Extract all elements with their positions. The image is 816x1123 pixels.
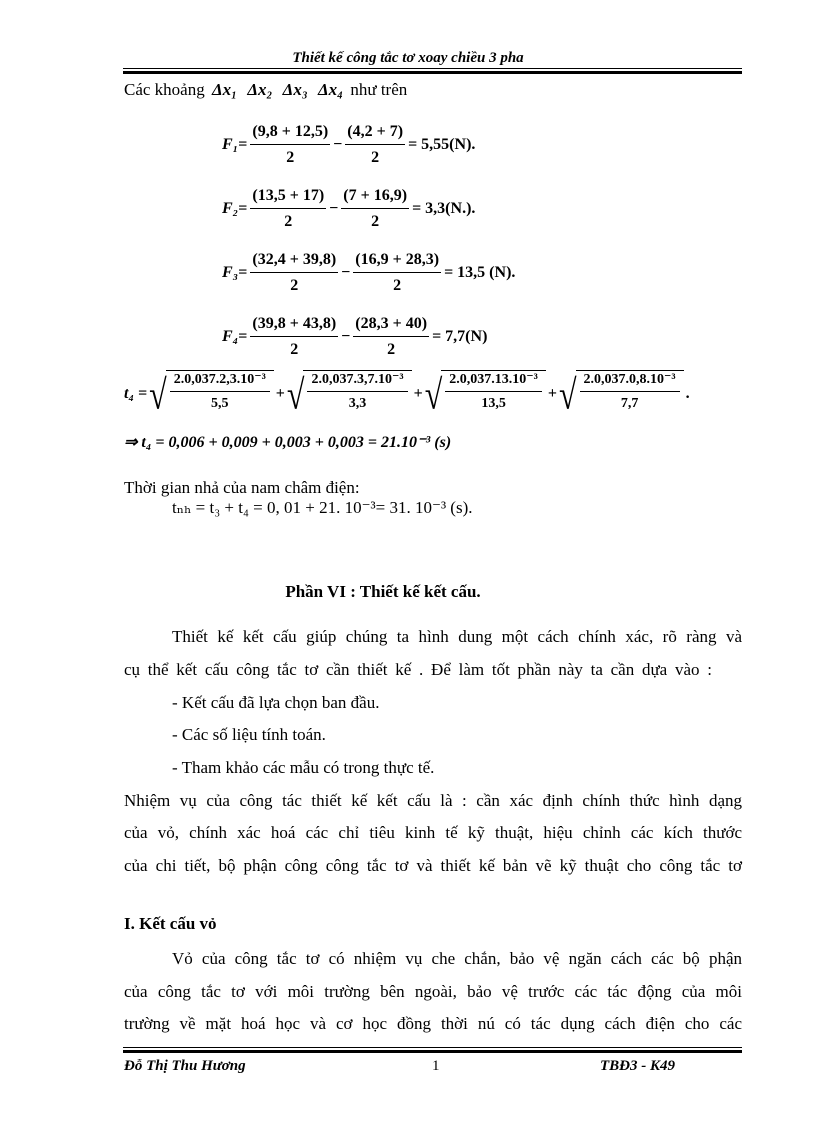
bullet-item: - Kết cấu đã lựa chọn ban đầu.: [172, 693, 380, 712]
body-p1-line1: Thiết kế kết cấu giúp chúng ta hình dung một cách chính xác, rõ ràng và: [172, 627, 742, 646]
numerator: (16,9 + 28,3): [353, 250, 441, 273]
force-equation-2: F₂ = $\frac{(13,5 + 17)}{2}$ − $\frac{(7 + 16,9)}{2}$ = 3,3(N.).: [222, 187, 476, 230]
fraction: [353, 250, 441, 296]
sqrt-term-1: [149, 370, 274, 418]
subsection-title: I. Kết cấu vỏ: [124, 914, 217, 933]
sqrt-body: [303, 370, 411, 418]
header-rule-thick: [123, 71, 742, 74]
denominator: 2: [387, 341, 396, 358]
release-formula: tₙₕ = t₃ + t₄ = 0, 01 + 21. 10⁻³= 31. 10⁻³ (s).: [172, 498, 473, 517]
section-title: Phần VI : Thiết kế kết cấu.: [285, 582, 481, 601]
header-rule-thin: [123, 68, 742, 69]
plus-sign: +: [275, 385, 285, 402]
plus-sign: +: [413, 385, 423, 402]
sqrt-term-3: [425, 370, 546, 418]
bullet-item: - Tham khảo các mẫu có trong thực tế.: [172, 758, 435, 777]
denominator: 7,7: [620, 396, 639, 411]
release-label: Thời gian nhả của nam châm điện:: [124, 478, 360, 497]
minus-sign: −: [341, 264, 351, 281]
intro-prefix: Các khoảng: [124, 80, 205, 99]
force-lhs: F₁: [222, 136, 239, 153]
body-p2-line1: Nhiệm vụ của công tác thiết kế kết cấu là : cần xác định chính thức hình dạng: [124, 791, 742, 810]
t4-formula: [124, 370, 690, 418]
body2-line1: Vỏ của công tắc tơ có nhiệm vụ che chắn, bảo vệ ngăn cách các bộ phận: [172, 949, 742, 968]
numerator: (32,4 + 39,8): [250, 250, 338, 273]
denominator: 2: [286, 149, 295, 166]
denominator: 2: [290, 341, 299, 358]
sqrt-term-4: [559, 370, 684, 418]
numerator: (7 + 16,9): [341, 186, 409, 209]
sqrt-body: [441, 370, 546, 418]
fraction: [345, 122, 405, 168]
footer-page-number: 1: [432, 1058, 440, 1074]
formula-tail: .: [685, 385, 690, 402]
numerator: (39,8 + 43,8): [250, 314, 338, 337]
delta-x3: Δx₃: [282, 80, 308, 99]
denominator: 2: [393, 277, 402, 294]
footer-author: Đỗ Thị Thu Hương: [124, 1058, 246, 1074]
denominator: 2: [284, 213, 293, 230]
sqrt-term-2: [287, 370, 412, 418]
numerator: (13,5 + 17): [250, 186, 326, 209]
delta-x1: Δx₁: [211, 80, 238, 99]
force-result: = 3,3(N.).: [412, 200, 476, 217]
force-equation-1: F₁ = $\frac{(9,8 + 12,5)}{2}$ − $\frac{(4,2 + 7)}{2}$ = 5,55(N).: [222, 123, 476, 166]
minus-sign: −: [341, 328, 351, 345]
minus-sign: −: [333, 136, 343, 153]
radical-sign: √: [286, 370, 305, 418]
denominator: 3,3: [348, 396, 367, 411]
fraction: [250, 250, 338, 296]
body2-line3: trường về mặt hoá học và cơ học đồng thời nú có tác dụng cách điện cho các: [124, 1014, 742, 1033]
fraction: [341, 186, 409, 232]
denominator: 2: [290, 277, 299, 294]
radical-sign: √: [424, 370, 443, 418]
body-p2-line3: của chi tiết, bộ phận công công tắc tơ và thiết kế bản vẽ kỹ thuật cho công tắc tơ: [124, 856, 742, 875]
minus-sign: −: [329, 200, 339, 217]
denominator: 13,5: [481, 396, 506, 411]
fraction: [250, 122, 330, 168]
delta-x2: Δx₂: [247, 80, 273, 99]
sqrt-body: [166, 370, 274, 418]
t4-lhs: t₄ =: [124, 385, 148, 402]
force-lhs: F₂: [222, 200, 239, 217]
force-equation-3: F₃ = $\frac{(32,4 + 39,8)}{2}$ − $\frac{(16,9 + 28,3)}{2}$ = 13,5 (N).: [222, 251, 516, 294]
force-result: = 5,55(N).: [408, 136, 476, 153]
radical-sign: √: [558, 370, 577, 418]
numerator: (28,3 + 40): [353, 314, 429, 337]
bullet-item: - Các số liệu tính toán.: [172, 725, 326, 744]
fraction: [250, 314, 338, 360]
intro-line: [124, 80, 407, 100]
force-equation-4: F₄ = $\frac{(39,8 + 43,8)}{2}$ − $\frac{(28,3 + 40)}{2}$ = 7,7(N): [222, 315, 488, 358]
body2-line2: của công tắc tơ với môi trường bên ngoài, bảo vệ trước các tác động của môi: [124, 982, 742, 1001]
force-lhs: F₄: [222, 328, 239, 345]
plus-sign: +: [547, 385, 557, 402]
sqrt-body: [576, 370, 684, 418]
numerator: 2.0,037.13.10⁻³: [445, 371, 542, 392]
footer-rule-thick: [123, 1050, 742, 1053]
force-result: = 7,7(N): [432, 328, 488, 345]
denominator: 2: [371, 213, 380, 230]
radical-sign: √: [149, 370, 167, 418]
denominator: 2: [371, 149, 380, 166]
numerator: 2.0,037.0,8.10⁻³: [580, 371, 680, 392]
body-p2-line2: của vỏ, chính xác hoá các chỉ tiêu kinh tế kỹ thuật, hiệu chỉnh các kích thước: [124, 823, 742, 842]
t4-result-line: ⇒ t₄ = 0,006 + 0,009 + 0,003 + 0,003 = 21.10⁻³ (s): [124, 434, 452, 451]
fraction: [250, 186, 326, 232]
numerator: (9,8 + 12,5): [250, 122, 330, 145]
footer-rule-thin: [123, 1047, 742, 1048]
footer-class: TBĐ3 - K49: [600, 1058, 675, 1074]
force-result: = 13,5 (N).: [444, 264, 516, 281]
page-header-title: Thiết kế công tắc tơ xoay chiều 3 pha: [292, 50, 524, 66]
delta-x4: Δx₄: [318, 80, 344, 99]
force-lhs: F₃: [222, 264, 239, 281]
body-p1-line2: cụ thể kết cấu công tắc tơ cần thiết kế . Để làm tốt phần này ta cần dựa vào :: [124, 660, 712, 679]
denominator: 5,5: [211, 396, 229, 411]
numerator: (4,2 + 7): [345, 122, 405, 145]
numerator: 2.0,037.2,3.10⁻³: [170, 371, 270, 392]
numerator: 2.0,037.3,7.10⁻³: [307, 371, 407, 392]
fraction: [353, 314, 429, 360]
intro-suffix: như trên: [350, 80, 408, 99]
